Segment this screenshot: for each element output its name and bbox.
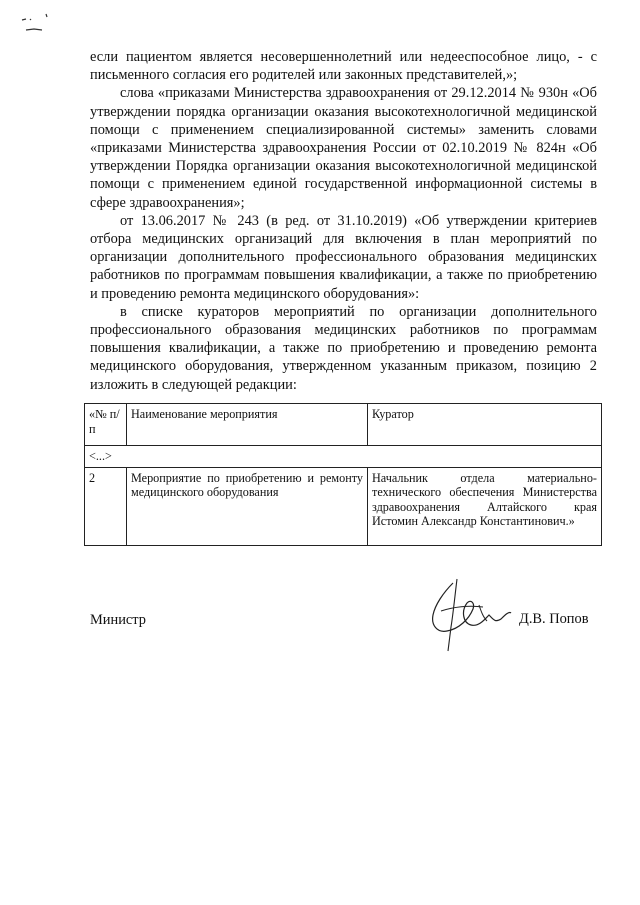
column-header-number: «№ п/п <box>85 404 127 446</box>
row-curator: Начальник отдела материально-технического обеспечения Министерства здравоохранения Алтайского края Истомин Александр Константинович.» <box>368 467 602 545</box>
column-header-curator: Куратор <box>368 404 602 446</box>
paragraph: в списке кураторов мероприятий по организации дополнительного профессионального образования медицинских работников по программам повышения квалификации, а также по приобретению и проведению ремонта медицинского оборудования, утвержденном указанным приказом, позицию 2 изложить в следующей редакции: <box>90 303 597 393</box>
row-name: Мероприятие по приобретению и ремонту медицинского оборудования <box>127 467 368 545</box>
signatory-position: Министр <box>90 612 146 628</box>
paragraph: слова «приказами Министерства здравоохранения от 29.12.2014 № 930н «Об утверждении порядка организации оказания высокотехнологичной медицинской помощи с применением специализированной системы» заменить словами «приказами Министерства здравоохранения России от 02.10.2019 № 824н «Об утверждении Порядка организации оказания высокотехнологичной медицинской помощи с применением единой государственной информационной системы в сфере здравоохранения»; <box>90 85 597 211</box>
paragraph: от 13.06.2017 № 243 (в ред. от 31.10.2019) «Об утверждении критериев отбора медицинских организаций для включения в план мероприятий по организации дополнительного профессионального образования медицинских работников по программам повышения квалификации, а также по приобретению и проведению ремонта медицинского оборудования»: <box>90 212 597 302</box>
row-number: 2 <box>85 467 127 545</box>
document-body <box>90 48 597 394</box>
signatory-name: Д.В. Попов <box>519 611 589 627</box>
table-ellipsis-row <box>85 446 602 468</box>
corner-mark <box>20 12 56 34</box>
ellipsis-cell: <...> <box>85 446 602 468</box>
table-row <box>85 467 602 545</box>
curators-table <box>84 403 602 546</box>
handwritten-signature <box>423 575 515 653</box>
table-header-row <box>85 404 602 446</box>
column-header-name: Наименование мероприятия <box>127 404 368 446</box>
paragraph: если пациентом является несовершеннолетний или недееспособное лицо, - с письменного согласия его родителей или законных представителей,»; <box>90 49 597 84</box>
